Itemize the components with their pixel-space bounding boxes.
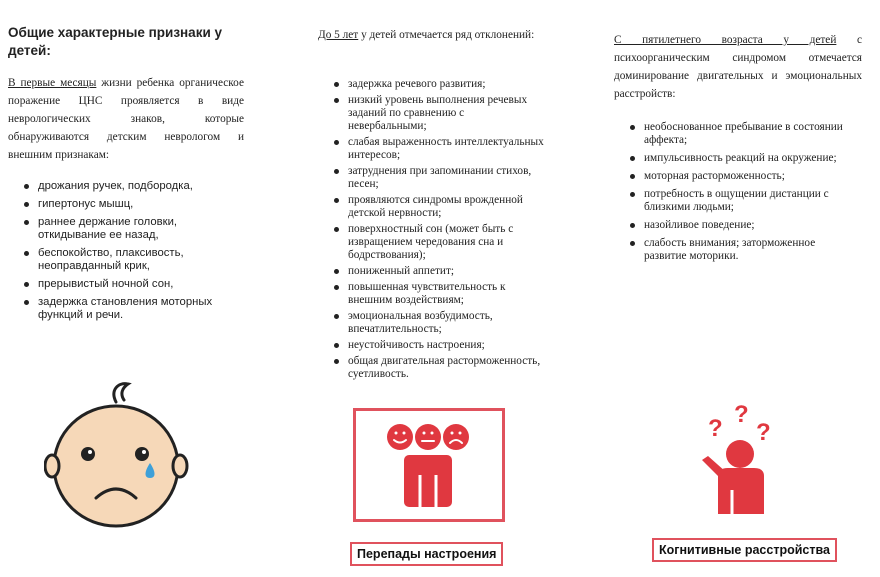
list-item: затруднения при запоминании стихов, песен; — [348, 165, 544, 191]
before-five-list — [318, 78, 544, 384]
after-five-intro — [614, 31, 862, 103]
confused-person-icon — [680, 400, 790, 518]
svg-text:?: ? — [734, 401, 749, 428]
list-item: беспокойство, плаксивость, неоправданный крик, — [38, 247, 248, 273]
intro-underlined: В первые месяцы — [8, 77, 97, 89]
list-item: поверхностный сон (может быть с извращением чередования сна и бодрствования); — [348, 223, 544, 262]
mood-swings-picture — [353, 408, 505, 522]
list-item: моторная расторможенность; — [644, 170, 860, 183]
cognitive-disorders-caption: Когнитивные расстройства — [652, 538, 837, 562]
list-item: слабость внимания; заторможенное развитие моторики. — [644, 237, 860, 263]
list-item: низкий уровень выполнения речевых заданий по сравнению с невербальными; — [348, 94, 544, 133]
section-heading: Общие характерные признаки у детей: — [8, 25, 223, 58]
list-item: потребность в ощущении дистанции с близкими людьми; — [644, 188, 860, 214]
list-item: повышенная чувствительность к внешним воздействиям; — [348, 281, 544, 307]
list-item: прерывистый ночной сон, — [38, 278, 248, 291]
first-months-intro — [8, 74, 244, 164]
list-item: эмоциональная возбудимость, впечатлительность; — [348, 310, 544, 336]
list-item: импульсивность реакций на окружение; — [644, 152, 860, 165]
list-item: необоснованное пребывание в состоянии аффекта; — [644, 121, 860, 147]
infant-signs-list — [8, 180, 248, 327]
svg-text:?: ? — [708, 415, 723, 442]
list-item: проявляются синдромы врожденной детской нервности; — [348, 194, 544, 220]
svg-text:?: ? — [756, 419, 771, 446]
list-item: раннее держание головки, откидывание ее назад, — [38, 216, 248, 242]
before-five-intro — [318, 26, 550, 44]
three-faces-icon — [356, 411, 502, 519]
list-item: задержка становления моторных функций и речи. — [38, 296, 248, 322]
list-item: гипертонус мышц, — [38, 198, 248, 211]
list-item: слабая выраженность интеллектуальных интересов; — [348, 136, 544, 161]
list-item: неустойчивость настроения; — [348, 339, 544, 352]
crying-baby-icon — [44, 380, 189, 530]
list-item: дрожания ручек, подбородка, — [38, 180, 248, 193]
mood-swings-caption: Перепады настроения — [350, 542, 503, 566]
intro-text: у детей отмечается ряд отклонений: — [358, 29, 535, 41]
list-item: общая двигательная расторможенность, суетливость. — [348, 355, 544, 381]
list-item: назойливое поведение; — [644, 219, 860, 232]
list-item: задержка речевого развития; — [348, 78, 544, 91]
list-item: пониженный аппетит; — [348, 265, 544, 278]
intro-underlined: С пятилетнего возраста у детей — [614, 34, 837, 46]
intro-text: жизни ребенка органическое поражение ЦНС проявляется в виде неврологических знаков, которые обнаруживаются детским неврологом и внешним признакам: — [8, 77, 244, 161]
after-five-list — [614, 121, 860, 268]
intro-underlined: До 5 лет — [318, 29, 359, 41]
intro-text: с психоорганическим синдромом отмечается доминирование двигательных и эмоциональных расстройств: — [614, 34, 862, 100]
